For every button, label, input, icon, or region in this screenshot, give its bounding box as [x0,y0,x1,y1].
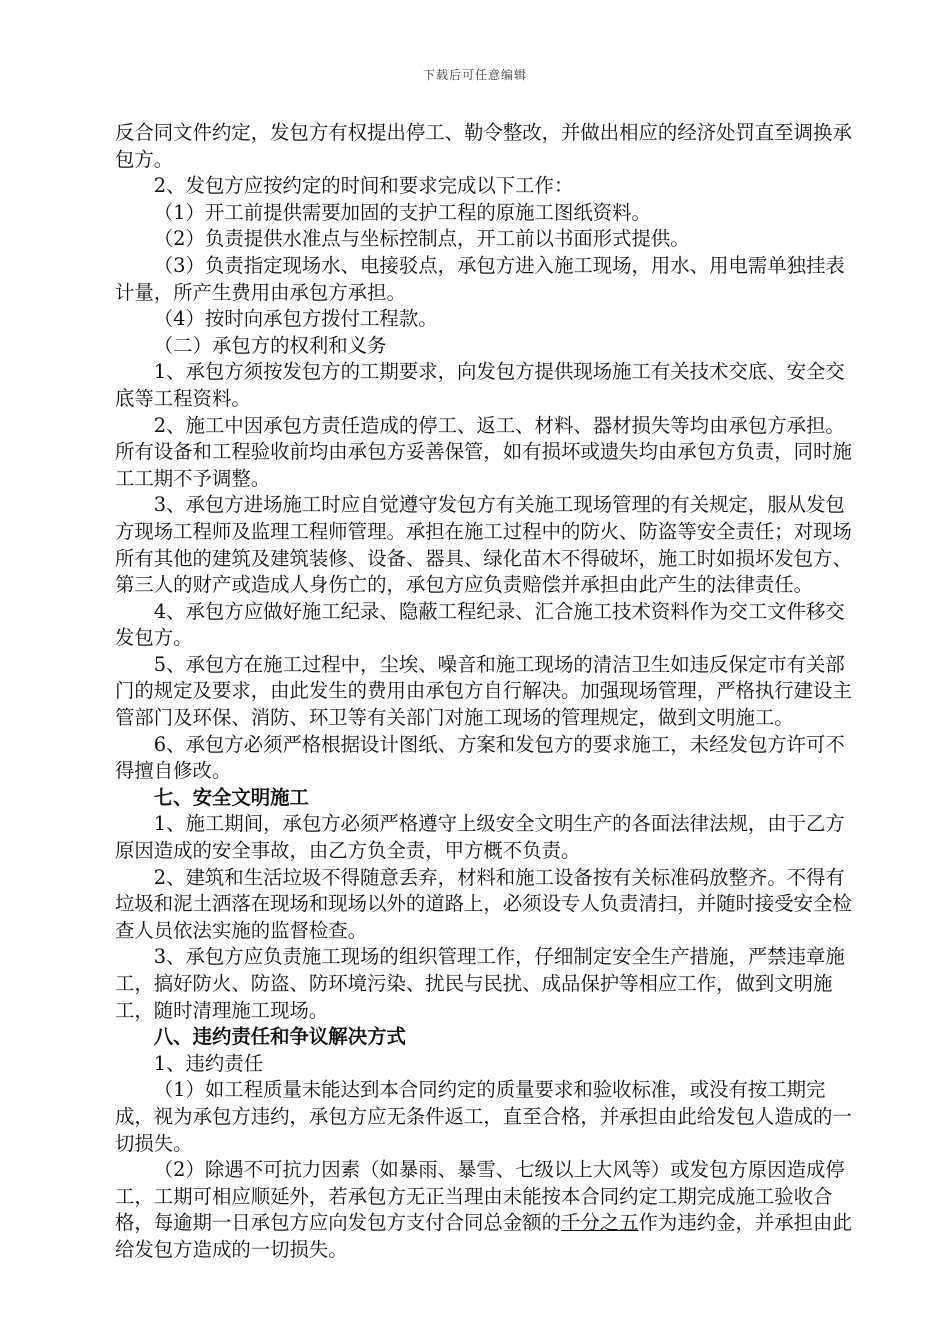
document-body [115,120,855,1264]
last-paragraph-after: 作为违约金，并承担由此给发包方造成的一切损失。 [115,1211,852,1261]
paragraph: （二）承包方的权利和义务 [153,333,387,357]
paragraph: （3）负责指定现场水、电接驳点，承包方进入施工现场，用水、用电需单独挂表计量，所产生费用由承包方承担。 [115,253,845,304]
paragraph: 反合同文件约定，发包方有权提出停工、勒令整改，并做出相应的经济处罚直至调换承包方。 [115,121,852,171]
paragraph: 2、建筑和生活垃圾不得随意丢弃，材料和施工设备按有关标准码放整齐。不得有垃圾和泥土洒落在现场和现场以外的道路上，必须设专人负责清扫，并随时接受安全检查人员依法实施的监督检查。 [115,865,852,942]
page-header: 下载后可任意编辑 [422,68,527,82]
paragraph: 3、承包方应负责施工现场的组织管理工作，仔细制定安全生产措施，严禁违章施工，搞好防火、防盗、防环境污染、扰民与民扰、成品保护等相应工作，做到文明施工，随时清理施工现场。 [115,945,845,1022]
paragraph: 4、承包方应做好施工纪录、隐蔽工程纪录、汇合施工技术资料作为交工文件移交发包方。 [115,599,845,650]
paragraph: （1）如工程质量未能达到本合同约定的质量要求和验收标准，或没有按工期完成，视为承包方违约，承包方应无条件返工，直至合格，并承担由此给发包人造成的一切损失。 [115,1078,852,1155]
paragraph: 3、承包方进场施工时应自觉遵守发包方有关施工现场管理的有关规定，服从发包方现场工程师及监理工程师管理。承担在施工过程中的防火、防盗等安全责任；对现场所有其他的建筑及建筑装修、设备、器具、绿化苗木不得破坏，施工时如损坏发包方、第三人的财产或造成人身伤亡的，承包方应负责赔偿并承担由此产生的法律责任。 [115,493,852,597]
paragraph: （2）负责提供水准点与坐标控制点，开工前以书面形式提供。 [153,227,690,251]
paragraph: （1）开工前提供需要加固的支护工程的原施工图纸资料。 [153,200,651,224]
paragraph: 6、承包方必须严格根据设计图纸、方案和发包方的要求施工，未经发包方许可不得擅自修改。 [115,732,845,783]
last-paragraph-before: （2）除遇不可抗力因素（如暴雨、暴雪、七级以上大风等）或发包方原因造成停工，工期可相应顺延外，若承包方无正当理由未能按本合同约定工期完成施工验收合格，每逾期一日承包方应向发包方支付合同总金额的 [115,1158,845,1235]
paragraph: 5、承包方在施工过程中，尘埃、噪音和施工现场的清洁卫生如违反保定市有关部门的规定及要求，由此发生的费用由承包方自行解决。加强现场管理，严格执行建设主管部门及环保、消防、环卫等有关部门对施工现场的管理规定，做到文明施工。 [115,652,852,730]
paragraph: 1、承包方须按发包方的工期要求，向发包方提供现场施工有关技术交底、安全交底等工程资料。 [115,360,845,410]
paragraph-list [115,120,855,1157]
paragraph-last [115,1157,855,1263]
paragraph: （4）按时向承包方拨付工程款。 [153,307,438,331]
section-heading: 七、安全文明施工 [153,785,309,809]
underlined-penalty-rate: 千分之五 [560,1211,639,1235]
paragraph: 1、违约责任 [153,1051,264,1075]
section-heading: 八、违约责任和争议解决方式 [153,1025,406,1049]
paragraph: 1、施工期间，承包方必须严格遵守上级安全文明生产的各面法律法规，由于乙方原因造成的安全事故，由乙方负全责，甲方概不负责。 [115,812,845,863]
paragraph: 2、发包方应按约定的时间和要求完成以下工作： [153,174,574,198]
paragraph: 2、施工中因承包方责任造成的停工、返工、材料、器材损失等均由承包方承担。所有设备和工程验收前均由承包方妥善保管，如有损坏或遗失均由承包方负责，同时施工工期不予调整。 [115,413,852,490]
